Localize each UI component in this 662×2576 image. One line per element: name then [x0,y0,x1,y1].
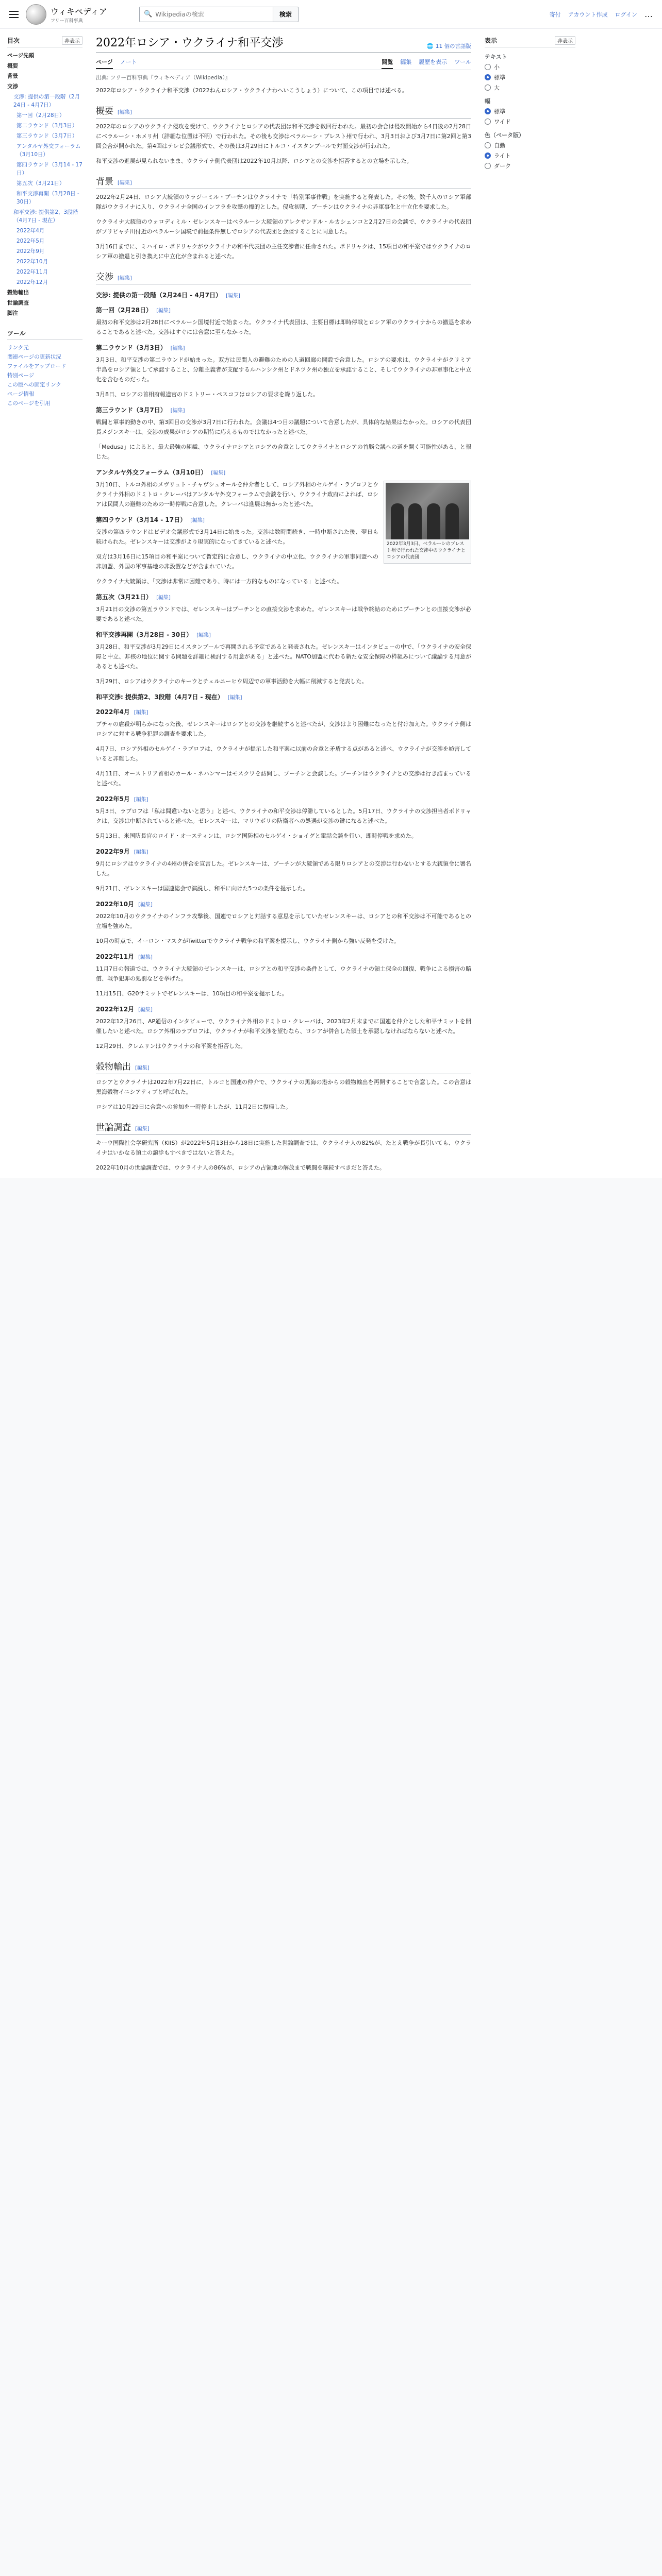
section-heading [96,692,471,701]
header-link[interactable]: アカウント作成 [568,11,608,18]
namespace-tabs [96,56,137,69]
from-line: 出典: フリー百科事典『ウィキペディア（Wikipedia）』 [96,75,230,81]
paragraph: 5月13日、米国防長官のロイド・オースティンは、ロシア国防相のセルゲイ・ショイグと電話会談を行い、即時停戦を求めた。 [96,833,417,839]
page-tabs [96,56,471,70]
section-title: 2022年10月 [96,901,135,908]
toc-item[interactable]: 第二ラウンド（3月3日） [16,123,78,129]
radio-label: 小 [494,64,500,71]
option-group-label: 色（ベータ版） [485,132,524,139]
toc-item[interactable]: 脚注 [7,310,18,316]
tab-1[interactable]: ノート [120,59,137,65]
section-heading [96,104,471,118]
toc-item[interactable]: 第一回（2月28日） [16,112,65,118]
paragraph: 交渉の第四ラウンドはビデオ会議形式で3月14日に始まった。交渉は数時間続き、一時中断された後、翌日も続けられた。ゼレンスキーは交渉がより現実的になってきていると述べた。 [96,529,378,545]
edit-link[interactable]: [編集] [134,710,148,716]
section-title: アンタルヤ外交フォーラム（3月10日） [96,469,207,476]
tools-link[interactable]: 関連ページの更新状況 [7,354,61,360]
radio-label: ライト [494,152,511,159]
section-heading [96,405,471,414]
paragraph: 11月7日の報道では、ウクライナ大統領のゼレンスキーは、ロシアとの和平交渉の条件として、ウクライナの領土保全の回復、戦争による損害の賠償、戦争犯罪の処罰などを挙げた。 [96,965,471,982]
edit-link[interactable]: [編集] [138,1007,153,1013]
paragraph: 2022年2月24日、ロシア大統領のウラジーミル・プーチンはウクライナで「特別軍事作戦」を実施すると発表した。その後、数千人のロシア軍部隊がウクライナに入り、ウクライナ全国のインフラを攻撃の標的とした。侵攻初期、プーチンはウクライナの非軍事化と中立化を要求した。 [96,194,471,210]
edit-link[interactable]: [編集] [211,470,226,476]
edit-link[interactable]: [編集] [135,1065,150,1071]
appearance-options [485,53,575,170]
main-content [88,29,479,1178]
edit-link[interactable]: [編集] [156,595,171,601]
toc-hide-button[interactable]: 非表示 [62,36,82,45]
edit-link[interactable]: [編集] [227,695,242,701]
wordmark: ウィキペディア [51,6,107,16]
section-title: 世論調査 [96,1123,131,1133]
appearance-header [485,36,575,47]
paragraph: 12月29日、クレムリンはウクライナの和平案を拒否した。 [96,1043,246,1049]
paragraph: 3月3日、和平交渉の第二ラウンドが始まった。双方は民間人の避難のための人道回廊の開設で合意した。ロシアの要求は、ウクライナがクリミア半島をロシア領として承認すること、分離主義者が支配するルハンシク州とドネツク州の独立を承認すること、そしてウクライナの非軍事化と中立化を含むものだった。 [96,357,471,383]
search-icon: 🔍 [144,10,153,18]
radio-label: ワイド [494,118,511,125]
toc-item[interactable]: 2022年4月 [16,228,45,234]
radio-label: 標準 [494,74,505,81]
radio-label: 標準 [494,108,505,115]
radio-icon[interactable] [485,152,491,159]
section-heading [96,900,471,908]
section-heading [96,515,378,524]
section-title: 背景 [96,177,113,187]
section-title: 2022年4月 [96,708,130,716]
paragraph: 4月7日、ロシア外相のセルゲイ・ラブロフは、ウクライナが提示した和平案に以前の合意と矛盾する点があると述べ、ウクライナが交渉を妨害していると非難した。 [96,745,471,762]
language-count: 11 個の言語版 [435,43,471,49]
sidebar [0,29,88,1178]
toc-item[interactable]: 2022年9月 [16,248,45,255]
site-header [0,0,662,29]
tools-link[interactable]: ファイルをアップロード [7,363,67,369]
option-group-label: 幅 [485,98,490,105]
edit-link[interactable]: [編集] [134,850,148,855]
tools-link[interactable]: このページを引用 [7,400,51,406]
edit-link[interactable]: [編集] [156,308,171,314]
person-silhouette [408,503,422,539]
edit-link[interactable]: [編集] [170,346,185,351]
section-heading [96,630,471,639]
section-title: 和平交渉再開（3月28日 - 30日） [96,631,193,638]
paragraph: 「Medusa」によると、最大最強の組織、ウクライナロシアとロシアの合意としてウクライナとロシアの首脳会議への道を開く可能性がある、と報じた。 [96,444,471,460]
section-heading [96,291,471,299]
appearance-title: 表示 [485,37,498,44]
section-heading [96,1059,471,1074]
section-heading [96,269,471,284]
figure-caption: 2022年3月3日、ベラルーシのブレスト州で行われた交渉中のウクライナとロシアの代表団 [387,541,466,560]
paragraph: 9月21日、ゼレンスキーは国連総会で演説し、和平に向けた5つの条件を提示した。 [96,885,309,892]
toc-header [7,36,82,47]
section-heading [96,306,471,314]
edit-link[interactable]: [編集] [135,1126,150,1132]
section-title: 2022年9月 [96,848,130,855]
person-silhouette [427,503,440,539]
header-link[interactable]: 寄付 [549,11,561,18]
tab-0[interactable]: ページ [96,56,113,69]
toc-item[interactable]: 和平交渉: 提供第2、3段階（4月7日 - 現在） [13,209,78,224]
section-heading [96,952,471,961]
search-box [139,7,273,22]
paragraph: 10月の時点で、イーロン・マスクがTwitterでウクライナ戦争の和平案を提示し、ウクライナ側から強い反発を受けた。 [96,938,400,944]
radio-option[interactable] [485,141,575,149]
radio-icon[interactable] [485,142,491,148]
radio-icon[interactable] [485,108,491,114]
language-button[interactable] [427,42,471,50]
section-heading [96,174,471,189]
toc-item[interactable]: 第四ラウンド（3月14 - 17日） [16,162,82,176]
toc-item[interactable]: 交渉: 提供の第一段階（2月24日 - 4月7日） [13,94,80,108]
paragraph: 2022年のロシアのウクライナ侵攻を受けて、ウクライナとロシアの代表団は和平交渉を数回行われた。最初の会合は侵攻開始から4日後の2月28日にベラルーシ・ホメリ州（詳細な位置は不明）で行われた。その後も交渉はベラルーシ・ブレスト州で行われ、3月3日および3月7日に第2回と第3回会合が開かれた。第4回はテレビ会議形式で、その後は3月29日にトルコ・イスタンブールで対面交渉が行われた。 [96,123,471,149]
paragraph: ブチャの虐殺が明らかになった後、ゼレンスキーはロシアとの交渉を継続すると述べたが、交渉はより困難になったと付け加えた。ウクライナ側はロシアに対する戦争犯罪の調査を要求した。 [96,721,471,737]
section-title: 第三ラウンド（3月7日） [96,406,167,414]
section-title: 2022年5月 [96,795,130,803]
user-links [550,9,653,19]
section-title: 2022年12月 [96,1006,135,1013]
edit-link[interactable]: [編集] [170,408,185,414]
section-title: 和平交渉: 提供第2、3段階（4月7日 - 現在） [96,693,224,701]
translate-icon: 🌐 [426,43,434,49]
paragraph: 最初の和平交渉は2月28日にベラルーシ国境付近で始まった。ウクライナ代表団は、主要目標は即時停戦とロシア軍のウクライナからの撤退を求めることであると述べた。交渉はすぐには合意に至らなかった。 [96,319,471,335]
toc-item[interactable]: 2022年11月 [16,269,48,275]
radio-option[interactable] [485,107,575,115]
tools-link[interactable]: ページ情報 [7,391,35,397]
toc-item[interactable]: 穀物輸出 [7,290,29,296]
toc-item[interactable]: 2022年5月 [16,238,45,244]
table-of-contents [7,50,82,318]
section-title: 2022年11月 [96,953,135,960]
paragraph: 双方は3月16日に15項目の和平案について暫定的に合意し、ウクライナの中立化、ウクライナの軍事同盟への非加盟、外国の軍事基地の非設置などが含まれていた。 [96,553,378,570]
edit-link[interactable]: [編集] [138,955,153,960]
paragraph: 9月にロシアはウクライナの4州の併合を宣言した。ゼレンスキーは、プーチンが大統領である限りロシアとの交渉は行わないとする大統領令に署名した。 [96,860,471,877]
option-group-label: テキスト [485,54,507,60]
tools-title: ツール [7,330,26,337]
section-title: 第一回（2月28日） [96,307,153,314]
paragraph: 戦闘と軍事的動きの中、第3回目の交渉が3月7日に行われた。会議は4つ目の議題について合意したが、具体的な結果はなかった。ロシアの代表団長メジンスキーは、交渉の成果がロシアの期待に応えるものではなかったと述べた。 [96,419,471,435]
section-title: 概要 [96,106,113,116]
paragraph: ウクライナ大統領のウォロディミル・ゼレンスキーはベラルーシ大統領のアレクサンドル・ルカシェンコと2月27日の会談で、ウクライナの代表団がプリピャチ川付近のベラルーシ国境で前提条件無しでロシアの代表団と会談することに同意した。 [96,218,471,235]
toc-item[interactable]: 2022年12月 [16,279,48,285]
view-tab-2[interactable]: 履歴を表示 [419,59,448,65]
view-tab-3[interactable]: ツール [454,59,471,65]
edit-link[interactable]: [編集] [138,902,153,908]
radio-icon[interactable] [485,118,491,125]
paragraph: ロシアは10月29日に合意への参加を一時停止したが、11月2日に復帰した。 [96,1104,291,1110]
title-row [96,34,471,53]
search-form [139,7,299,22]
site-logo[interactable] [26,4,129,25]
paragraph: 3月16日までに、ミハイロ・ポドリャクがウクライナの和平代表団の主任交渉者に任命された。ポドリャクは、15項目の和平案ではウクライナのロシア軍の撤退と引き換えに中立化が含まれると述べた。 [96,243,471,260]
figure-image[interactable] [386,483,469,539]
paragraph: 2022年12月26日、AP通信のインタビューで、ウクライナ外相のドミトロ・クレーバは、2023年2月末までに国連を仲介とした和平サミットを開催したいと述べた。ロシア外相のラブロフは、ウクライナが和平交渉を望むなら、ロシアが併合した領土を承認しなければならないと述べた。 [96,1018,471,1035]
radio-label: 自動 [494,142,505,149]
person-silhouette [445,503,459,539]
toc-item[interactable]: 概要 [7,63,18,69]
paragraph: 3月10日、トルコ外相のメヴリュト・チャヴシュオールを仲介者として、ロシア外相のセルゲイ・ラブロフとウクライナ外相のドミトロ・クレーバはアンタルヤ外交フォーラムで会談を行い、ウクライナ政府によれば、ロシアは民間人の避難のための一時停戦に合意した。クレーバは進展は無かったと述べた。 [96,481,378,507]
edit-link[interactable]: [編集] [196,633,211,638]
radio-option[interactable] [485,162,575,170]
more-icon[interactable]: … [644,9,653,19]
paragraph: ロシアとウクライナは2022年7月22日に、トルコと国連の仲介で、ウクライナの黒海の港からの穀物輸出を再開することで合意した。この合意は黒海穀物イニシアティブと呼ばれた。 [96,1079,471,1095]
tools-header [7,329,82,340]
section-title: 第五次（3月21日） [96,594,153,601]
paragraph: 2022年10月の世論調査では、ウクライナ人の86%が、ロシアの占領地の解放まで戦闘を継続すべきだと答えた。 [96,1164,385,1171]
radio-label: ダーク [494,163,511,170]
radio-icon[interactable] [485,64,491,70]
paragraph: 3月29日、ロシアはウクライナのキーウとチェルニーヒウ周辺での軍事活動を大幅に削減すると発表した。 [96,678,368,685]
intro-paragraph: 2022年ロシア・ウクライナ和平交渉（2022ねんロシア・ウクライナわへいこうしょう）について、この項目では述べる。 [96,87,408,94]
toc-item[interactable]: 和平交渉再開（3月28日 - 30日） [16,191,79,205]
toc-item[interactable]: 背景 [7,73,18,79]
toc-item[interactable]: 世論調査 [7,300,29,306]
section-heading [96,468,471,477]
edit-link[interactable]: [編集] [134,797,148,803]
radio-icon[interactable] [485,84,491,91]
tools-link[interactable]: リンク元 [7,345,29,351]
radio-icon[interactable] [485,163,491,169]
toc-item[interactable]: 2022年10月 [16,259,48,265]
radio-option[interactable] [485,151,575,160]
toc-item[interactable]: 第五次（3月21日） [16,180,65,187]
toc-title: 目次 [7,37,20,44]
paragraph: 11月15日、G20サミットでゼレンスキーは、10項目の和平案を提示した。 [96,990,288,997]
tools-link[interactable]: 特別ページ [7,372,35,379]
paragraph: 3月8日、ロシアの首相府報道官のドミトリー・ペスコフはロシアの要求を繰り返した。 [96,391,319,398]
radio-option[interactable] [485,63,575,71]
toc-item[interactable]: 交渉 [7,83,18,90]
toc-item[interactable]: 第三ラウンド（3月7日） [16,133,78,139]
view-tab-1[interactable]: 編集 [400,59,412,65]
view-tabs [382,56,471,69]
article-sections [96,104,471,1173]
search-input[interactable] [155,11,269,18]
toc-item[interactable]: アンタルヤ外交フォーラム（3月10日） [16,143,81,158]
paragraph: 5月3日、ラブロフは「私は間違いないと思う」と述べ、ウクライナの和平交渉は停滞しているとした。5月17日、ウクライナの交渉担当者ポドリャクは、交渉は中断されていると述べた。ゼレンスキーは、マリウポリの防衛者への処遇が交渉の鍵になると述べた。 [96,808,471,824]
header-link[interactable]: ログイン [615,11,637,18]
section-title: 穀物輸出 [96,1062,131,1072]
toc-item[interactable]: ページ先頭 [7,53,35,59]
paragraph: キーウ国際社会学研究所（KIIS）が2022年5月13日から18日に実施した世論調査では、ウクライナ人の82%が、たとえ戦争が長引いても、ウクライナはいかなる領土の譲歩もすべきではないと答えた。 [96,1140,471,1156]
page-body [0,29,662,1178]
appearance-hide-button[interactable]: 非表示 [555,36,575,45]
radio-option[interactable] [485,117,575,126]
radio-option[interactable] [485,83,575,92]
section-heading [96,794,471,803]
edit-link[interactable]: [編集] [190,518,205,523]
section-title: 交渉 [96,272,113,282]
search-button[interactable]: 検索 [273,7,299,22]
tools-link[interactable]: この版への固定リンク [7,382,61,388]
section-heading [96,847,471,856]
paragraph: 2022年10月のウクライナのインフラ攻撃後、国連でロシアと対話する意思を示していたゼレンスキーは、ロシアとの和平交渉は不可能であるとの立場を強めた。 [96,913,471,929]
page-title: 2022年ロシア・ウクライナ和平交渉 [96,37,284,49]
section-heading [96,707,471,716]
person-silhouette [391,503,404,539]
section-heading [96,1005,471,1013]
figure [384,481,471,564]
tools-list [7,343,82,408]
tagline: フリー百科事典 [51,18,83,24]
section-heading [96,592,471,601]
globe-logo-icon [26,4,46,25]
radio-icon[interactable] [485,74,491,80]
edit-link[interactable]: [編集] [118,180,132,186]
radio-label: 大 [494,84,500,91]
section-heading [96,1120,471,1135]
appearance-panel [479,29,583,1178]
paragraph: 3月21日の交渉の第五ラウンドでは、ゼレンスキーはプーチンとの直接交渉を求めた。ゼレンスキーは戦争終結のためにプーチンとの直接交渉が必要であると述べた。 [96,606,471,622]
paragraph: 4月11日、オーストリア首相のカール・ネハンマーはモスクワを訪問し、プーチンと会談した。プーチンはウクライナとの交渉は行き詰まっていると述べた。 [96,770,471,787]
edit-link[interactable]: [編集] [226,293,240,299]
edit-link[interactable]: [編集] [118,276,132,281]
edit-link[interactable]: [編集] [118,110,132,115]
section-title: 第四ラウンド（3月14 - 17日） [96,516,187,523]
section-title: 交渉: 提供の第一段階（2月24日 - 4月7日） [96,292,222,299]
section-heading [96,343,471,352]
main-menu-icon[interactable] [9,11,19,18]
section-title: 第二ラウンド（3月3日） [96,344,167,351]
paragraph: ウクライナ大統領は、「交渉は非常に困難であり、時には一方的なものになっている」と述べた。 [96,578,343,585]
paragraph: 和平交渉の進展が見られないまま、ウクライナ側代表団は2022年10月以降、ロシアとの交渉を拒否するとの立場を示した。 [96,158,412,164]
radio-option[interactable] [485,73,575,81]
view-tab-0[interactable]: 閲覧 [382,56,393,69]
paragraph: 3月28日、和平交渉が3月29日にイスタンブールで再開される予定であると発表された。ゼレンスキーはインタビューの中で、「ウクライナの安全保障と中立、非核の地位に関する問題を詳細に検討する用意がある」と述べた。NATO加盟に代わる新たな安全保障の枠組みについて議論する用意があるとも述べた。 [96,643,471,670]
